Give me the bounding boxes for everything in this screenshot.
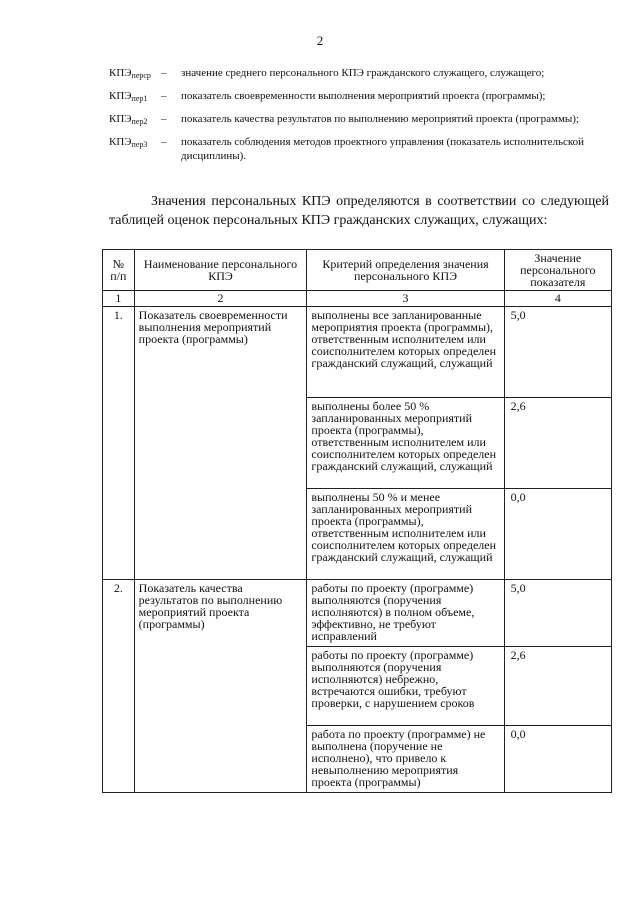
table-row [103,580,612,647]
column-number: 4 [504,291,611,307]
table-header-row [103,250,612,291]
definition-dash: – [161,113,167,125]
criterion-value: 2,6 [504,398,611,489]
definition-text: показатель качества результатов по выполнению мероприятий проекта (программы); [181,113,580,125]
definition-term: $КПЭ_{пер2}$ [109,113,148,126]
definition-term: $КПЭ_{пер1}$ [109,90,148,103]
criterion-text: работы по проекту (программе) выполняются (поручения исполняются) в полном объеме, эффективно, не требуют исправлений [307,580,504,647]
definition-dash: – [161,90,167,102]
definition-dash: – [161,67,167,79]
definition-item [109,66,614,83]
definition-item [109,89,614,106]
definitions-list [109,66,614,169]
criterion-text: выполнены все запланированные мероприятия проекта (программы), ответственным исполнителем или соисполнителем которых определен гражданский служащий, служащий [307,307,504,398]
page-number: 2 [316,33,324,48]
intro-paragraph: Значения персональных КПЭ определяются в соответствии со следующей таблицей оценок персональных КПЭ гражданских служащих, служащих: [109,194,609,228]
header-value: Значение персонального показателя [504,250,611,291]
criterion-value: 2,6 [504,647,611,726]
row-index: 1. [103,307,135,580]
header-criterion: Критерий определения значения персонального КПЭ [307,250,504,291]
row-index: 2. [103,580,135,793]
definition-term: $КПЭ_{пер3}$ [109,136,148,149]
header-name: Наименование персонального КПЭ [134,250,307,291]
definition-item [109,112,614,129]
definition-text: показатель соблюдения методов проектного управления (показатель исполнительской дисциплины). [181,136,585,162]
column-number: 3 [307,291,504,307]
criterion-value: 0,0 [504,726,611,793]
criterion-value: 0,0 [504,489,611,580]
column-number-row [103,291,612,307]
header-number: № п/п [103,250,135,291]
criterion-text: работа по проекту (программе) не выполнена (поручение не исполнено), что привело к невыполнению мероприятия проекта (программы) [307,726,504,793]
definition-dash: – [161,136,167,148]
kpe-name: Показатель своевременности выполнения мероприятий проекта (программы) [134,307,307,580]
definition-text: значение среднего персонального КПЭ гражданского служащего, служащего; [181,67,545,79]
criterion-text: выполнены 50 % и менее запланированных мероприятий проекта (программы), ответственным исполнителем или соисполнителем которых определен гражданский служащий, служащий [307,489,504,580]
definition-text: показатель своевременности выполнения мероприятий проекта (программы); [181,90,546,102]
definition-term: $КПЭ_{перср}$ [109,67,151,80]
criterion-value: 5,0 [504,307,611,398]
criterion-text: выполнены более 50 % запланированных мероприятий проекта (программы), ответственным исполнителем или соисполнителем которых определен гражданский служащий, служащий [307,398,504,489]
criterion-value: 5,0 [504,580,611,647]
criterion-text: работы по проекту (программе) выполняются (поручения исполняются) небрежно, встречаются ошибки, требуют проверки, с нарушением сроков [307,647,504,726]
kpe-name: Показатель качества результатов по выполнению мероприятий проекта (программы) [134,580,307,793]
table-row [103,307,612,398]
definition-item [109,135,614,163]
kpe-table [102,249,612,793]
column-number: 1 [103,291,135,307]
column-number: 2 [134,291,307,307]
